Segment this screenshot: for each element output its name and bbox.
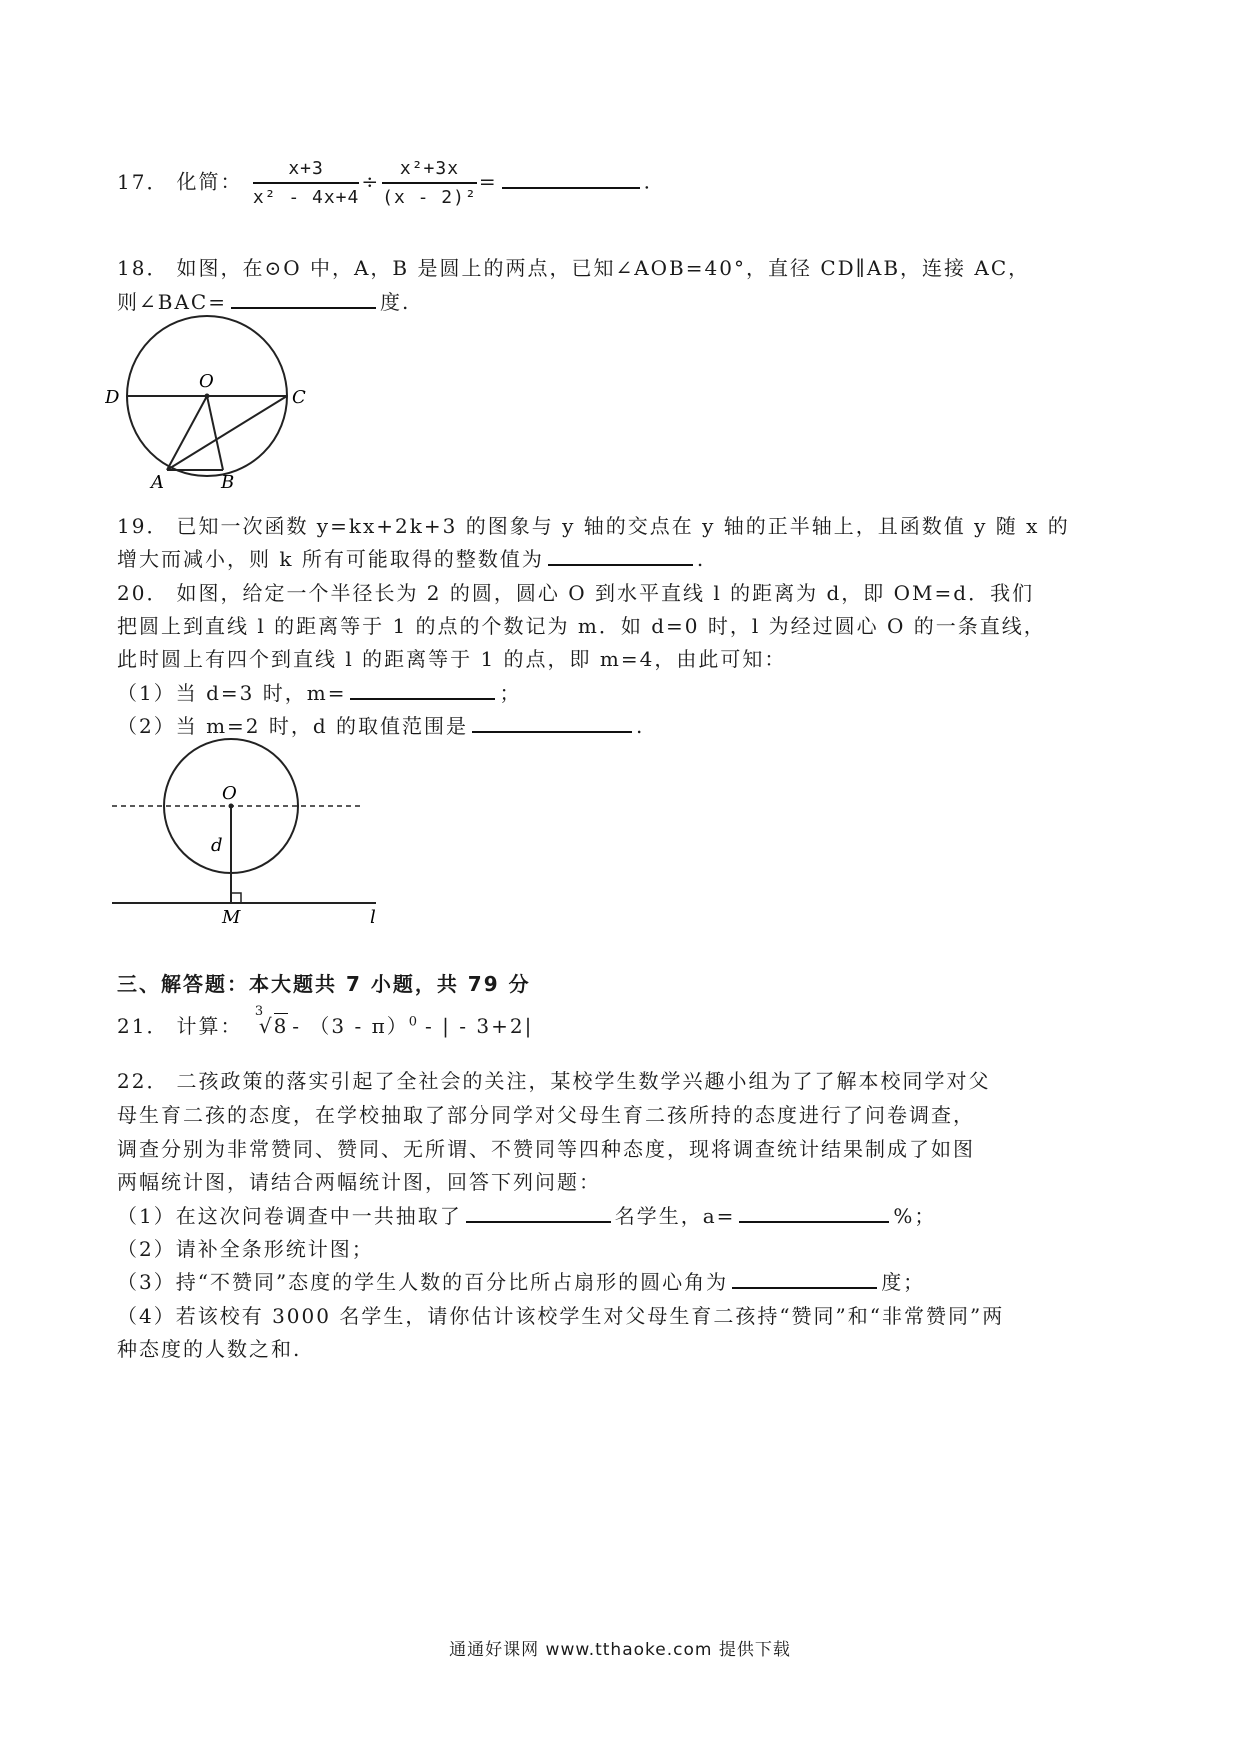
- question-20-line-2: [117, 610, 1046, 639]
- answer-blank[interactable]: [472, 711, 632, 733]
- question-22-part-3: [117, 1266, 925, 1295]
- section-title: 三、解答题：本大题共 7 小题，共 79 分: [117, 972, 531, 996]
- question-text: （2）请补全条形统计图；: [117, 1237, 374, 1261]
- question-19-line-2: [117, 543, 705, 572]
- root-index: 3: [254, 1004, 266, 1019]
- right-angle-mark: [231, 893, 241, 903]
- label-l: l: [370, 907, 376, 928]
- section-heading: [117, 968, 531, 997]
- question-22-line-3: [117, 1133, 975, 1162]
- question-text: 调查分别为非常赞同、赞同、无所谓、不赞同等四种态度，现将调查统计结果制成了如图: [117, 1137, 975, 1161]
- answer-blank[interactable]: [231, 287, 376, 309]
- fraction-2-numerator: x²+3x: [382, 158, 477, 184]
- question-text: 已知一次函数 y=kx+2k+3 的图象与 y 轴的交点在 y 轴的正半轴上，且函数值 y 随 x 的: [176, 514, 1070, 538]
- question-19-line-1: [117, 510, 1070, 539]
- question-text: （2）当 m=2 时，d 的取值范围是: [117, 714, 469, 738]
- radicand: 8: [273, 1014, 289, 1038]
- answer-blank[interactable]: [732, 1267, 877, 1289]
- answer-blank[interactable]: [466, 1201, 611, 1223]
- question-number: 21．: [117, 1014, 169, 1038]
- question-22-part-1: [117, 1200, 936, 1229]
- question-text: 如图，在⊙O 中，A，B 是圆上的两点，已知∠AOB=40°，直径 CD∥AB，连接 AC，: [176, 256, 1031, 280]
- figure-18-circle-diagram: [105, 310, 325, 490]
- question-number: 19．: [117, 514, 169, 538]
- question-text: （1）当 d=3 时，m=: [117, 681, 347, 705]
- question-number: 22．: [117, 1069, 169, 1093]
- question-22-part-4-line-1: [117, 1300, 1004, 1329]
- question-17: [117, 158, 652, 208]
- question-text: （3）持“不赞同”态度的学生人数的百分比所占扇形的圆心角为: [117, 1270, 729, 1294]
- answer-blank[interactable]: [502, 167, 640, 189]
- question-text: 母生育二孩的态度，在学校抽取了部分同学对父母生育二孩所持的态度进行了问卷调查，: [117, 1103, 975, 1127]
- question-number: 18．: [117, 256, 169, 280]
- question-text: 二孩政策的落实引起了全社会的关注，某校学生数学兴趣小组为了了解本校同学对父: [176, 1069, 991, 1093]
- center-point: [229, 804, 234, 809]
- question-20-line-1: [117, 577, 1034, 606]
- question-text: .: [696, 547, 706, 571]
- label-d: D: [105, 387, 120, 408]
- question-22-line-4: [117, 1166, 601, 1195]
- division-operator: ÷: [361, 169, 381, 194]
- exponent: 0: [408, 1014, 420, 1030]
- fraction-1-numerator: x+3: [253, 158, 360, 184]
- question-text: .: [636, 714, 645, 738]
- footer-text: 通通好课网 www.tthaoke.com 提供下载: [449, 1640, 791, 1660]
- segment-ob: [207, 396, 223, 470]
- figure-20-circle-line-diagram: [108, 733, 388, 933]
- question-text: %；: [893, 1204, 937, 1228]
- expression: - （3 - π）: [292, 1014, 409, 1038]
- label-c: C: [292, 387, 306, 408]
- equals-sign: =: [478, 169, 498, 194]
- label-b: B: [221, 472, 235, 490]
- answer-blank[interactable]: [739, 1201, 889, 1223]
- segment-ac: [167, 396, 287, 470]
- question-text: 此时圆上有四个到直线 l 的距离等于 1 的点，即 m=4，由此可知：: [117, 647, 787, 671]
- fraction-1: [253, 158, 360, 208]
- question-number: 17．: [117, 169, 169, 194]
- question-text: 则∠BAC=: [117, 290, 227, 314]
- label-a: A: [151, 472, 164, 490]
- question-label: 化简：: [176, 169, 243, 194]
- fraction-1-denominator: x² - 4x+4: [252, 187, 360, 208]
- question-20-part-1: [117, 677, 521, 706]
- question-text: 度；: [881, 1270, 926, 1294]
- question-22-line-2: [117, 1099, 975, 1128]
- label-m: M: [222, 907, 241, 928]
- question-number: 20．: [117, 581, 169, 605]
- label-d: d: [211, 835, 223, 856]
- radical-sign: √: [258, 1014, 274, 1038]
- question-text: 名学生，a=: [614, 1204, 736, 1228]
- question-22-part-2: [117, 1233, 374, 1262]
- label-o: O: [222, 783, 237, 804]
- label-o: O: [199, 371, 214, 392]
- question-text: ；: [499, 681, 522, 705]
- answer-blank[interactable]: [548, 544, 693, 566]
- question-label: 计算：: [176, 1014, 243, 1038]
- question-21: [117, 1004, 534, 1039]
- question-text: 增大而减小，则 k 所有可能取得的整数值为: [117, 547, 544, 571]
- question-18-line-1: [117, 252, 1030, 281]
- question-text: 种态度的人数之和.: [117, 1337, 302, 1361]
- question-text: 度.: [379, 290, 411, 314]
- footer: [0, 1635, 1240, 1660]
- question-text: 把圆上到直线 l 的距离等于 1 的点的个数记为 m．如 d=0 时，l 为经过圆心 O 的一条直线，: [117, 614, 1046, 638]
- question-text: 两幅统计图，请结合两幅统计图，回答下列问题：: [117, 1170, 601, 1194]
- cube-root: [254, 1004, 289, 1038]
- question-20-line-3: [117, 643, 786, 672]
- answer-blank[interactable]: [350, 678, 495, 700]
- fraction-2: [382, 158, 477, 208]
- question-text: （1）在这次问卷调查中一共抽取了: [117, 1204, 462, 1228]
- fraction-2-denominator: (x - 2)²: [382, 187, 477, 208]
- end-period: .: [643, 169, 652, 194]
- question-text: （4）若该校有 3000 名学生，请你估计该校学生对父母生育二孩持“赞同”和“非常赞同”两: [117, 1304, 1005, 1328]
- question-text: 如图，给定一个半径长为 2 的圆，圆心 O 到水平直线 l 的距离为 d，即 OM=d．我们: [176, 581, 1035, 605]
- segment-oa: [167, 396, 207, 470]
- question-22-line-1: [117, 1065, 990, 1094]
- expression-tail: - | - 3+2|: [425, 1014, 534, 1038]
- center-point: [205, 394, 210, 399]
- question-22-part-4-line-2: [117, 1333, 301, 1362]
